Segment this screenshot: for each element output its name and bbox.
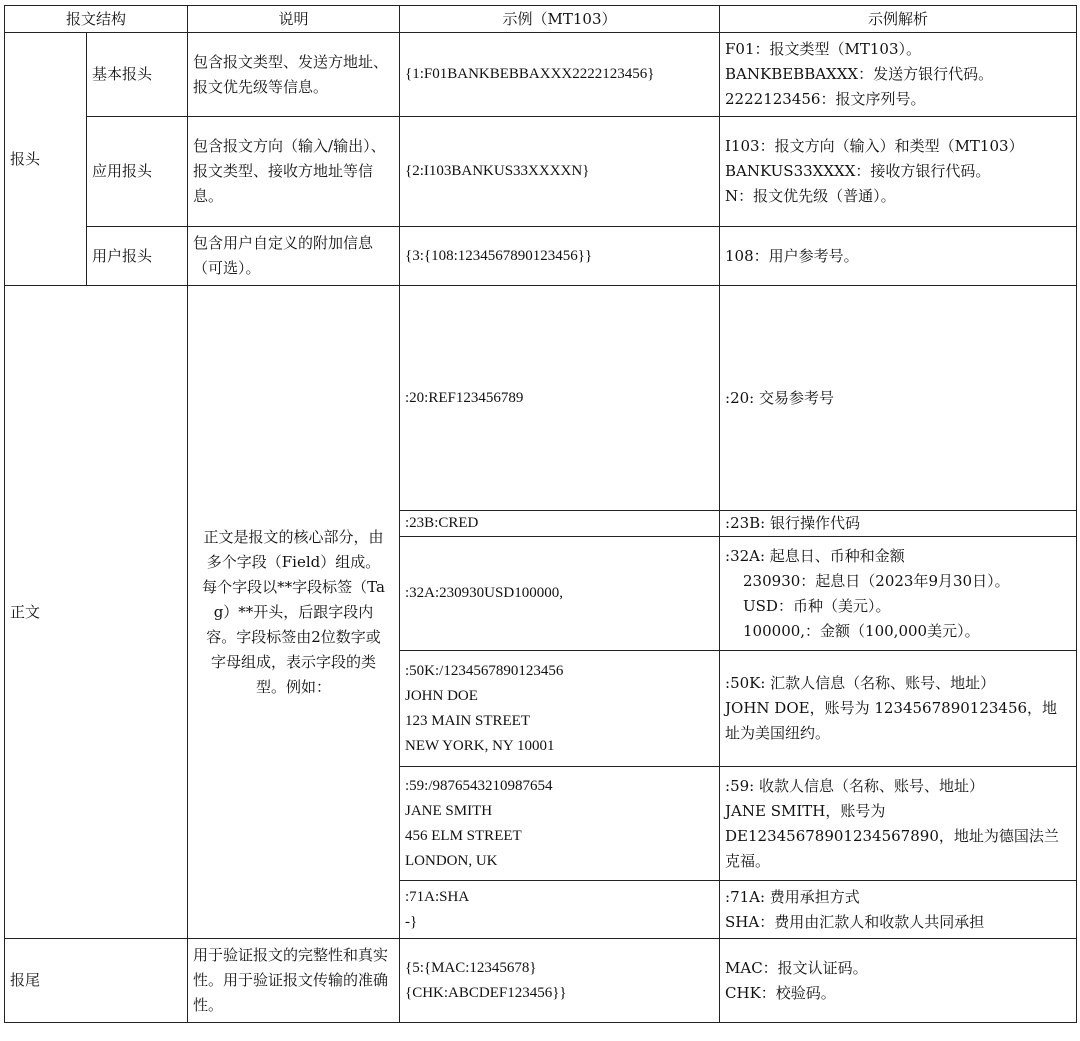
table-row-user-header [5, 227, 1077, 286]
analysis-line: JANE SMITH，账号为 [725, 801, 886, 820]
analysis-line: N：报文优先级（普通）。 [725, 187, 896, 205]
analysis-line: :59: 收款人信息（名称、账号、地址） [725, 776, 984, 795]
example-line: {CHK:ABCDEF123456}} [405, 984, 567, 1001]
analysis-line: :23B: 银行操作代码 [725, 514, 861, 532]
example-line: :20:REF123456789 [405, 389, 524, 406]
example-line: JOHN DOE [405, 687, 478, 704]
analysis-line: USD：币种（美元）。 [743, 596, 891, 615]
analysis-line: 2222123456：报文序列号。 [725, 90, 926, 108]
application-header-description: 包含报文方向（输入/输出）、报文类型、接收方地址等信息。 [188, 117, 400, 227]
table-row-body-field-20 [5, 286, 1077, 511]
basic-header-description: 包含报文类型、发送方地址、报文优先级等信息。 [188, 33, 400, 117]
body-analysis-20 [720, 286, 1077, 511]
body-analysis-50k [720, 651, 1077, 767]
section-label-body: 正文 [5, 286, 188, 939]
body-analysis-23b [720, 511, 1077, 537]
analysis-line: :50K: 汇款人信息（名称、账号、地址） [725, 674, 996, 692]
header-example: 示例（MT103） [400, 6, 720, 33]
section-label-head: 报头 [5, 33, 87, 286]
analysis-line: BANKUS33XXXX：接收方银行代码。 [725, 162, 991, 180]
body-example-23b [400, 511, 720, 537]
example-line: :71A:SHA [405, 888, 470, 905]
example-line: :50K:/1234567890123456 [405, 662, 564, 679]
tail-example [400, 939, 720, 1023]
body-example-32a [400, 537, 720, 651]
header-structure: 报文结构 [5, 6, 188, 33]
user-header-example: {3:{108:1234567890123456}} [400, 227, 720, 286]
analysis-line: 100000,：金额（100,000美元）。 [743, 621, 980, 640]
body-analysis-71a [720, 881, 1077, 939]
tail-description: 用于验证报文的完整性和真实性。用于验证报文传输的准确性。 [188, 939, 400, 1023]
example-line: :32A:230930USD100000, [405, 585, 563, 601]
body-example-20 [400, 286, 720, 511]
analysis-line: :32A: 起息日、币种和金额 [725, 546, 905, 565]
table-row-basic-header [5, 33, 1077, 117]
body-example-50k [400, 651, 720, 767]
subsection-application-header: 应用报头 [87, 117, 188, 227]
analysis-line: F01：报文类型（MT103）。 [725, 40, 922, 58]
swift-message-structure-table [4, 5, 1077, 1023]
tail-analysis [720, 939, 1077, 1023]
header-row [5, 6, 1077, 33]
application-header-example: {2:I103BANKUS33XXXXN} [400, 117, 720, 227]
basic-header-example: {1:F01BANKBEBBAXXX2222123456} [400, 33, 720, 117]
analysis-line: SHA：费用由汇款人和收款人共同承担 [725, 912, 985, 931]
section-label-tail: 报尾 [5, 939, 188, 1023]
example-line: JANE SMITH [405, 802, 493, 819]
body-analysis-32a [720, 537, 1077, 651]
example-line: :23B:CRED [405, 515, 479, 531]
example-line: NEW YORK, NY 10001 [405, 737, 555, 754]
example-line: 123 MAIN STREET [405, 712, 531, 729]
body-analysis-59 [720, 767, 1077, 881]
subsection-basic-header: 基本报头 [87, 33, 188, 117]
example-line: 456 ELM STREET [405, 827, 522, 844]
subsection-user-header: 用户报头 [87, 227, 188, 286]
analysis-line: :71A: 费用承担方式 [725, 887, 860, 906]
analysis-line: I103：报文方向（输入）和类型（MT103） [725, 137, 1024, 155]
analysis-line: MAC：报文认证码。 [725, 958, 868, 977]
analysis-line: DE12345678901234567890，地址为德国法兰克福。 [725, 826, 1059, 870]
header-description: 说明 [188, 6, 400, 33]
user-header-description: 包含用户自定义的附加信息（可选）。 [188, 227, 400, 286]
example-line: -} [405, 913, 418, 930]
example-line: :59:/9876543210987654 [405, 777, 553, 794]
body-example-59 [400, 767, 720, 881]
example-line: {5:{MAC:12345678} [405, 959, 537, 976]
document-table-wrapper [4, 5, 1077, 1023]
example-line: LONDON, UK [405, 852, 498, 869]
analysis-line: JOHN DOE，账号为 1234567890123456，地址为美国纽约。 [725, 699, 1058, 742]
table-row-trailer [5, 939, 1077, 1023]
body-description: 正文是报文的核心部分，由多个字段（Field）组成。每个字段以**字段标签（Tag）**开头，后跟字段内容。字段标签由2位数字或字母组成，表示字段的类型。例如： [188, 286, 400, 939]
application-header-analysis [720, 117, 1077, 227]
analysis-line: BANKBEBBAXXX：发送方银行代码。 [725, 65, 994, 83]
table-row-application-header [5, 117, 1077, 227]
analysis-line: :20: 交易参考号 [725, 388, 834, 407]
analysis-line: CHK：校验码。 [725, 983, 836, 1002]
body-example-71a [400, 881, 720, 939]
header-analysis: 示例解析 [720, 6, 1077, 33]
user-header-analysis: 108：用户参考号。 [720, 227, 1077, 286]
analysis-line: 230930：起息日（2023年9月30日）。 [743, 571, 1010, 590]
basic-header-analysis [720, 33, 1077, 117]
